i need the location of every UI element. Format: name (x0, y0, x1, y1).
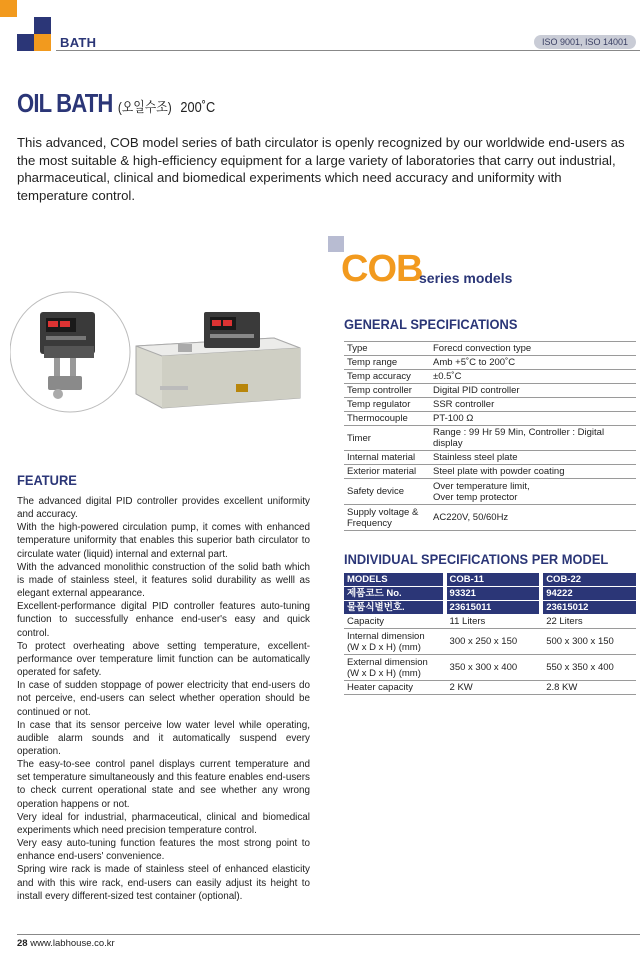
spec-key: Thermocouple (344, 412, 430, 426)
spec-row (344, 370, 636, 384)
logo-square-navy-small (17, 34, 34, 51)
model-key: External dimension (W x D x H) (mm) (344, 655, 443, 681)
feature-paragraph: The advanced digital PID controller provides excellent uniformity and accuracy. (17, 496, 310, 521)
iso-badge: ISO 9001, ISO 14001 (534, 35, 636, 49)
general-specs-table (344, 341, 636, 531)
model-value-a: 300 x 250 x 150 (447, 629, 540, 655)
model-header-b: COB-22 (543, 573, 636, 587)
spec-row (344, 505, 636, 531)
model-header-row (344, 601, 636, 615)
logo-square-orange (34, 34, 51, 51)
spec-key: Temp range (344, 356, 430, 370)
model-key: Internal dimension (W x D x H) (mm) (344, 629, 443, 655)
feature-paragraph: With the high-powered circulation pump, it comes with enhanced temperature uniformity that enables this superior bath circulator to circulate water (liquid) internal and external part. (17, 522, 310, 560)
spec-value: SSR controller (430, 398, 636, 412)
model-header-b: 23615012 (543, 601, 636, 615)
model-row (344, 681, 636, 695)
model-header-key: 제품코드 No. (344, 587, 443, 601)
spec-row (344, 426, 636, 451)
spec-key: Temp accuracy (344, 370, 430, 384)
footer (17, 938, 115, 949)
model-header-a: 23615011 (447, 601, 540, 615)
footer-divider (17, 934, 640, 935)
spec-row (344, 384, 636, 398)
feature-paragraph: Very ideal for industrial, pharmaceutical, clinical and biomedical experiments which need precision temperature control. (17, 811, 310, 836)
spec-key: Supply voltage & Frequency (344, 505, 430, 531)
spec-key: Temp regulator (344, 398, 430, 412)
model-header-b: 94222 (543, 587, 636, 601)
feature-paragraph: The easy-to-see control panel displays current temperature and set temperature simultaneously and this feature enables end-users to check current operational state and see whether any wrong operation happens or not. (17, 759, 310, 810)
title-temperature: 200˚C (180, 99, 216, 116)
model-row (344, 629, 636, 655)
feature-paragraph: In case of sudden stoppage of power electricity that end-users do not perceive, end-users can select whether operation should be continued or not. (17, 680, 310, 718)
model-key: Capacity (344, 615, 443, 629)
product-image (10, 290, 320, 415)
spec-row (344, 398, 636, 412)
spec-row (344, 465, 636, 479)
feature-paragraph: Excellent-performance digital PID controller features auto-tuning function to successfully enhance end-user's easy and quick control. (17, 601, 310, 639)
header-divider (56, 50, 640, 51)
model-value-a: 350 x 300 x 400 (447, 655, 540, 681)
spec-key: Timer (344, 426, 430, 451)
feature-heading: FEATURE (17, 472, 77, 488)
intro-text: This advanced, COB model series of bath circulator is openly recognized by our worldwide end-users as the most suitable & high-efficiency equipment for a large variety of laboratories that carry out industrial, pharmaceutical, clinical and biomedical experiments which need accuracy and uniformity with temperature control. (17, 135, 625, 203)
feature-paragraph: With the advanced monolithic construction of the solid bath which is made of stainless steel, it features solid durability as welll as elegant external appearance. (17, 561, 310, 600)
logo-square-navy (34, 17, 51, 34)
feature-paragraph: Spring wire rack is made of stainless steel of enhanced elasticity and with this wire rack, end-users can easily adjust its height to install every different-sized test container (optional). (17, 864, 310, 902)
feature-paragraph: Very easy auto-tuning function features the most strong point to enhance end-users' convenience. (17, 838, 310, 863)
page-number: 28 (17, 938, 28, 949)
spec-row (344, 412, 636, 426)
model-value-b: 500 x 300 x 150 (543, 629, 636, 655)
model-header-row (344, 573, 636, 587)
spec-value: ±0.5˚C (430, 370, 636, 384)
spec-row (344, 479, 636, 505)
spec-row (344, 356, 636, 370)
series-name: COB (341, 248, 423, 290)
page-title (17, 88, 215, 119)
spec-value: Amb +5˚C to 200˚C (430, 356, 636, 370)
model-header-key: 물품식별번호. (344, 601, 443, 615)
section-title: BATH (60, 35, 97, 50)
logo-square-orange-top (0, 0, 17, 17)
model-value-a: 11 Liters (447, 615, 540, 629)
spec-value: Digital PID controller (430, 384, 636, 398)
model-value-a: 2 KW (447, 681, 540, 695)
model-value-b: 550 x 350 x 400 (543, 655, 636, 681)
spec-row (344, 451, 636, 465)
model-key: Heater capacity (344, 681, 443, 695)
series-suffix: series models (419, 270, 513, 286)
spec-key: Safety device (344, 479, 430, 505)
spec-key: Exterior material (344, 465, 430, 479)
model-row (344, 655, 636, 681)
model-specs-table (344, 573, 636, 695)
general-specs-heading: GENERAL SPECIFICATIONS (344, 316, 518, 332)
spec-key: Temp controller (344, 384, 430, 398)
spec-key: Type (344, 342, 430, 356)
title-main: OIL BATH (17, 88, 113, 118)
model-header-a: COB-11 (447, 573, 540, 587)
model-header-a: 93321 (447, 587, 540, 601)
feature-text (17, 495, 310, 903)
spec-value: Over temperature limit, Over temp protector (430, 479, 636, 505)
model-row (344, 615, 636, 629)
model-header-key: MODELS (344, 573, 443, 587)
spec-value: Forecd convection type (430, 342, 636, 356)
title-korean: (오일수조) (117, 99, 172, 115)
spec-value: Stainless steel plate (430, 451, 636, 465)
feature-paragraph: In case that its sensor perceive low water level while operating, audible alarm sounds and it automatically suspend every operation. (17, 719, 310, 757)
spec-value: Range : 99 Hr 59 Min, Controller : Digital display (430, 426, 636, 451)
spec-row (344, 342, 636, 356)
footer-url: www.labhouse.co.kr (30, 938, 115, 949)
spec-value: Steel plate with powder coating (430, 465, 636, 479)
spec-key: Internal material (344, 451, 430, 465)
model-value-b: 2.8 KW (543, 681, 636, 695)
model-value-b: 22 Liters (543, 615, 636, 629)
model-specs-heading: INDIVIDUAL SPECIFICATIONS PER MODEL (344, 551, 609, 567)
spec-value: AC220V, 50/60Hz (430, 505, 636, 531)
model-header-row (344, 587, 636, 601)
feature-paragraph: To protect overheating above setting temperature, excellent-performance over temperature limit function can be automatically operated for safety. (17, 640, 310, 679)
spec-value: PT-100 Ω (430, 412, 636, 426)
